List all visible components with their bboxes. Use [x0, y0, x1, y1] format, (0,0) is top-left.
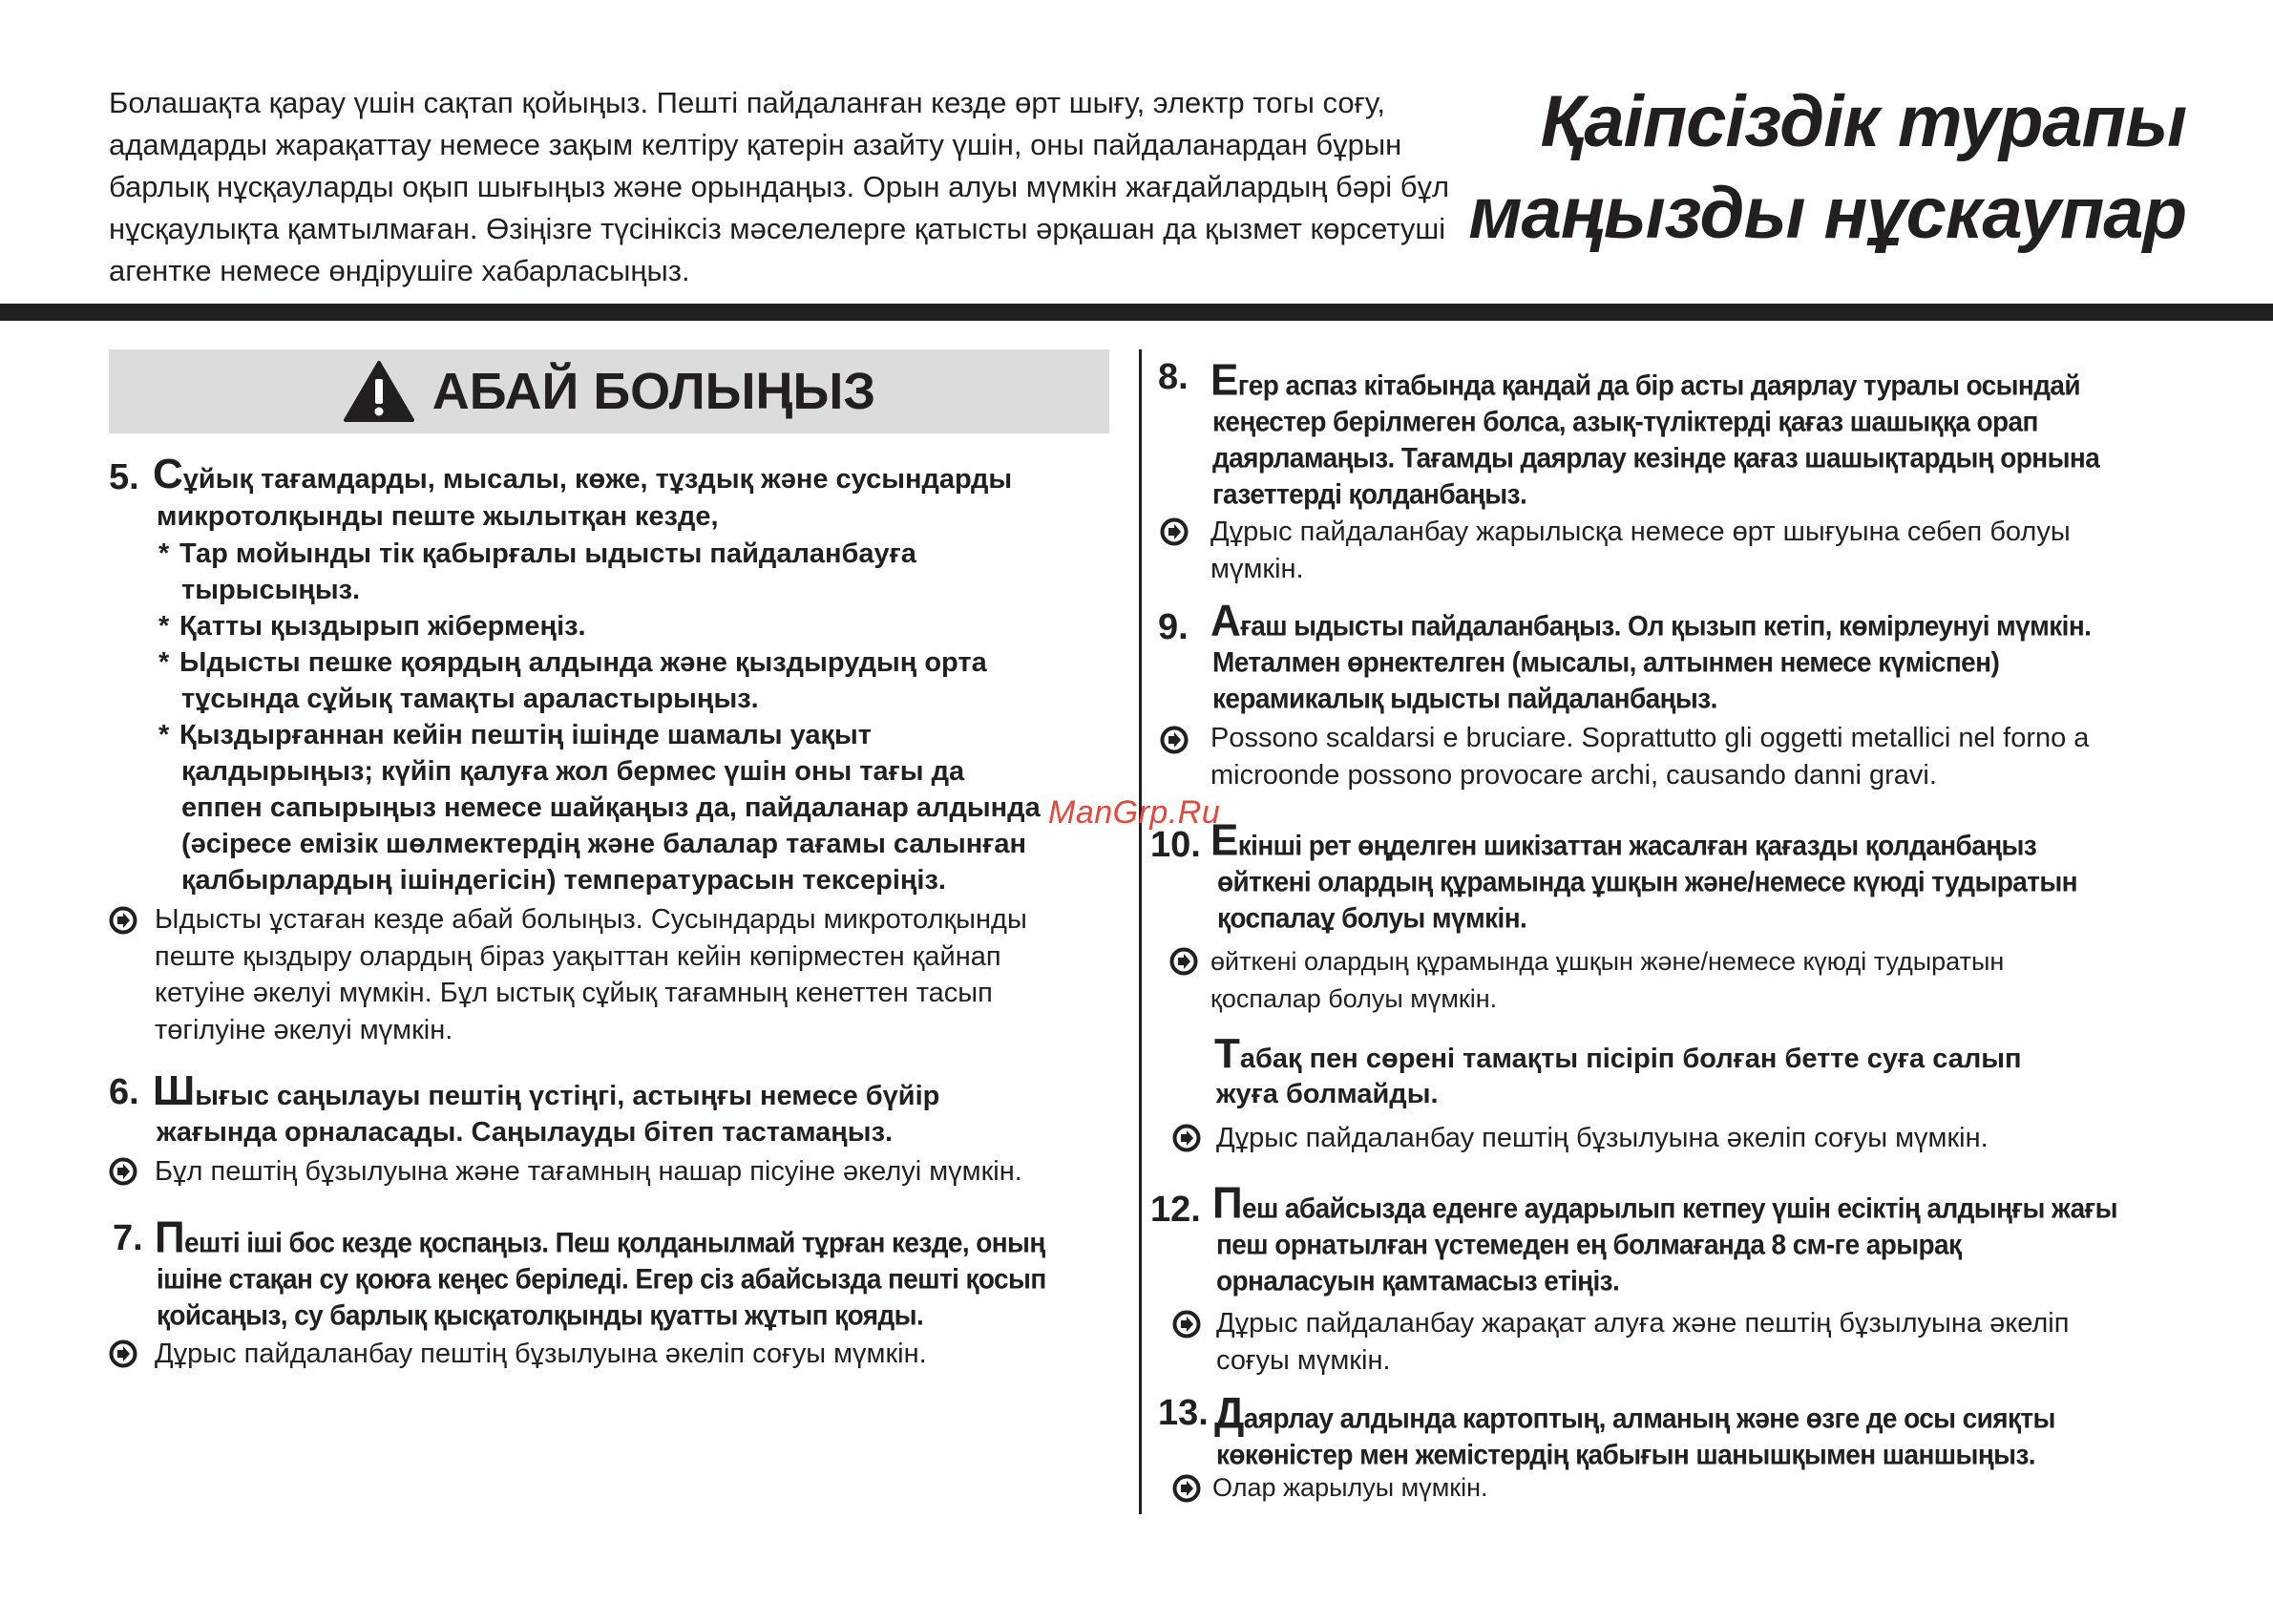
item-5-bullet-1-line1: Тар мойынды тік қабырғалы ыдысты пайдаланбауға [179, 538, 916, 569]
item-12-heading [1212, 1178, 2167, 1229]
arrow-right-circle-icon [1160, 517, 1189, 546]
item-5-bullet-3 [158, 644, 987, 681]
page-title [1461, 76, 2186, 260]
arrow-right-circle-icon [1172, 1474, 1201, 1503]
arrow-right-circle-icon [109, 1339, 137, 1368]
item-8-note: Дұрыс пайдаланбау жарылысқа немесе өрт шығуына себеп болуы мүмкін. [1210, 517, 2071, 584]
page-title-line1: Қаіпсіздік турапы [1540, 81, 2186, 162]
item-11-heading [1214, 1030, 2169, 1077]
page-title-line2: маңызды нұскаупар [1468, 173, 2186, 254]
arrow-right-circle-icon [109, 906, 137, 935]
item-8-number: 8. [1158, 357, 1189, 397]
item-7-heading-line1: ешті іші бос кезде қоспаңыз. Пеш қолданылмай тұрған кезде, оның [184, 1227, 1045, 1258]
item-12-number: 12. [1150, 1190, 1201, 1230]
item-11-heading-line2: жуға болмайды. [1216, 1079, 1439, 1109]
item-10-number: 10. [1150, 825, 1201, 865]
item-5-heading-line1: ұйық тағамдарды, мысалы, көже, тұздық және сусындарды [182, 464, 1013, 495]
watermark: ManGrp.Ru [1048, 794, 1221, 831]
item-8-heading-line3: даярламаңыз. Тағамды даярлау кезінде қағаз шашықтардың орнына [1212, 442, 2100, 474]
item-11-note: Дұрыс пайдаланбау пештің бұзылуына әкеліп соғуы мүмкін. [1216, 1123, 1989, 1153]
item-5-bullet-1-star: * [158, 538, 170, 569]
item-11-heading-line1: абақ пен сөрені тамақты пісіріп болған бетте суға салып [1239, 1044, 2022, 1074]
item-5-heading [153, 451, 1107, 497]
item-6-note: Бұл пештің бұзылуына және тағамның нашар пісуіне әкелуі мүмкін. [155, 1156, 1022, 1187]
arrow-right-circle-icon [1160, 726, 1189, 754]
item-5-bullet-1-line2: тырысыңыз. [181, 575, 361, 605]
item-5-bullet-3-line2: тұсында сұйық тамақты араластырыңыз. [181, 684, 759, 714]
item-5-bullet-3-star: * [158, 647, 170, 678]
item-6-heading [153, 1067, 940, 1114]
item-5-bullet-4-line3: еппен сапырыңыз немесе шайқаңыз да, пайдаланар алдында [181, 792, 1041, 823]
item-12-initial: П [1212, 1178, 1243, 1229]
item-9-number: 9. [1158, 607, 1189, 647]
item-5-number: 5. [109, 457, 139, 497]
item-5-bullet-4-line2: қалдырыңыз; күйіп қалуға жол бермес үшін оны тағы да [181, 756, 965, 787]
item-13-number: 13. [1158, 1393, 1209, 1433]
item-9-heading-line2: Металмен өрнектелген (мысалы, алтынмен немесе күміспен) [1212, 646, 2000, 678]
item-7-initial: П [155, 1213, 185, 1263]
intro-paragraph: Болашақта қарау үшін сақтап қойыңыз. Пешті пайдаланған кезде өрт шығу, электр тогы соғу, адамдарды жарақаттау немесе зақым келтіру қатерін азайту үшін, оны пайдаланардан бұрын барлық нұсқауларды оқып шығыңыз және орындаңыз. Орын алуы мүмкін жағдайлардың бәрі бұл нұсқаулықта қамтылмаған. Өзіңізге түсініксіз мәселелерге қатысты әрқашан да қызмет көрсетуші агентке немесе өндірушіге хабарласыңыз. [109, 86, 1450, 287]
arrow-right-circle-icon [1172, 1124, 1201, 1152]
item-7-heading [155, 1213, 1109, 1263]
item-8-heading [1210, 355, 2165, 406]
header-divider [0, 304, 2273, 321]
caution-banner [109, 349, 1109, 433]
item-5-bullet-2-star: * [158, 611, 170, 642]
item-10-note: өйткені олардың құрамында ұшқын және/немесе күюді тудыратын қоспалар болуы мүмкін. [1210, 947, 2005, 1013]
item-5-bullet-4-star: * [158, 720, 170, 750]
item-12-heading-line1: еш абайсызда еденге аударылып кетпеу үшін есіктің алдыңғы жағы [1242, 1192, 2117, 1224]
item-9-heading [1210, 596, 2165, 646]
item-10-initial: Е [1210, 815, 1238, 866]
warning-triangle-icon [343, 360, 415, 423]
item-8-heading-line2: кеңестер берілмеген болса, азық-түліктерді қағаз шашыққа орап [1212, 406, 2038, 437]
item-8-heading-line4: газеттерді қолданбаңыз. [1212, 478, 1527, 510]
item-6-number: 6. [109, 1072, 139, 1112]
item-8-initial: Е [1210, 355, 1238, 406]
item-5-heading-line2: микротолқынды пеште жылытқан кезде, [157, 501, 719, 532]
item-13-initial: Д [1214, 1388, 1244, 1439]
item-6-heading-line2: жағында орналасады. Саңылауды бітеп тастамаңыз. [157, 1117, 894, 1148]
item-5-initial: С [153, 451, 183, 497]
item-6-initial: Ш [153, 1067, 196, 1114]
item-5-bullet-4-line1: Қыздырғаннан кейін пештің ішінде шамалы уақыт [179, 720, 872, 750]
item-10-heading-line1: кінші рет өңделген шикізаттан жасалған қағазды қолданбаңыз [1237, 830, 2037, 861]
item-7-heading-line2: ішіне стақан су қоюға кеңес беріледі. Егер сіз абайсызда пешті қосып [157, 1263, 1046, 1295]
item-11-initial: Т [1214, 1030, 1240, 1077]
item-5-bullet-4-line4: (әсіресе емізік шөлмектердің және балалар тағамы салынған [181, 829, 1026, 859]
item-10-heading-line3: қоспалаұ болуы мүмкін. [1217, 902, 1527, 934]
arrow-right-circle-icon [1169, 947, 1198, 976]
item-5-bullet-4-line5: қалбырлардың ішіндегісін) температурасын тексеріңіз. [181, 865, 946, 896]
column-divider [1139, 349, 1142, 1514]
item-13-heading [1214, 1388, 2169, 1439]
item-10-heading-line2: өйткені олардың құрамында ұшқын және/немесе күюді тудыратын [1217, 866, 2077, 897]
item-7-heading-line3: қойсаңыз, су барлық қысқатолқынды қуатты жұтып қояды. [157, 1299, 924, 1331]
item-12-note: Дұрыс пайдаланбау жарақат алуға және пештің бұзылуына әкеліп соғуы мүмкін. [1216, 1308, 2070, 1376]
item-7-note: Дұрыс пайдаланбау пештің бұзылуына әкеліп соғуы мүмкін. [155, 1339, 927, 1369]
item-10-heading [1210, 815, 2165, 866]
item-13-note: Олар жарылуы мүмкін. [1212, 1473, 1488, 1502]
arrow-right-circle-icon [109, 1157, 137, 1186]
item-13-heading-line2: көкөністер мен жемістердің қабығын шанышқымен шаншыңыз. [1216, 1439, 2035, 1470]
item-9-initial: А [1210, 596, 1241, 646]
item-5-bullet-2-text: Қатты қыздырып жібермеңіз. [179, 611, 586, 642]
item-5-bullet-3-line1: Ыдысты пешке қоярдың алдында және қыздырудың орта [179, 647, 987, 678]
item-9-heading-line3: керамикалық ыдысты пайдаланбаңыз. [1212, 683, 1717, 714]
item-13-heading-line1: аярлау алдында картоптың, алманың және өзге де осы сияқты [1243, 1403, 2055, 1434]
item-12-heading-line3: орналасуын қамтамасыз етіңіз. [1216, 1265, 1620, 1297]
item-12-heading-line2: пеш орнатылған үстемеден ең болмағанда 8 см-ге арырақ [1216, 1229, 1962, 1260]
item-5-bullet-1 [158, 536, 916, 572]
caution-banner-label: АБАЙ БОЛЫҢЫЗ [431, 363, 876, 420]
item-7-number: 7. [113, 1218, 143, 1258]
arrow-right-circle-icon [1172, 1310, 1201, 1339]
item-5-note: Ыдысты ұстаған кезде абай болыңыз. Сусындарды микротолқынды пеште қыздыру олардың біраз уақыттан кейін көпірместен қайнап кетуіне әкелуі мүмкін. Бұл ыстық сұйық тағамның кенеттен тасып төгілуіне әкелуі мүмкін. [155, 904, 1027, 1045]
item-9-heading-line1: ғаш ыдысты пайдаланбаңыз. Ол қызып кетіп, көмірлеунуі мүмкін. [1240, 610, 2092, 642]
item-8-heading-line1: гер аспаз кітабында қандай да бір асты даярлау туралы осындай [1237, 369, 2080, 401]
item-5-bullet-4 [158, 717, 872, 753]
item-5-bullet-2 [158, 608, 586, 644]
item-9-note: Possono scaldarsi e bruciare. Soprattutto gli oggetti metallici nel forno a microonde possono provocare archi, causando danni gravi. [1210, 723, 2090, 791]
item-6-heading-line1: ығыс саңылауы пештің үстіңгі, астыңғы немесе бүйір [195, 1081, 940, 1111]
